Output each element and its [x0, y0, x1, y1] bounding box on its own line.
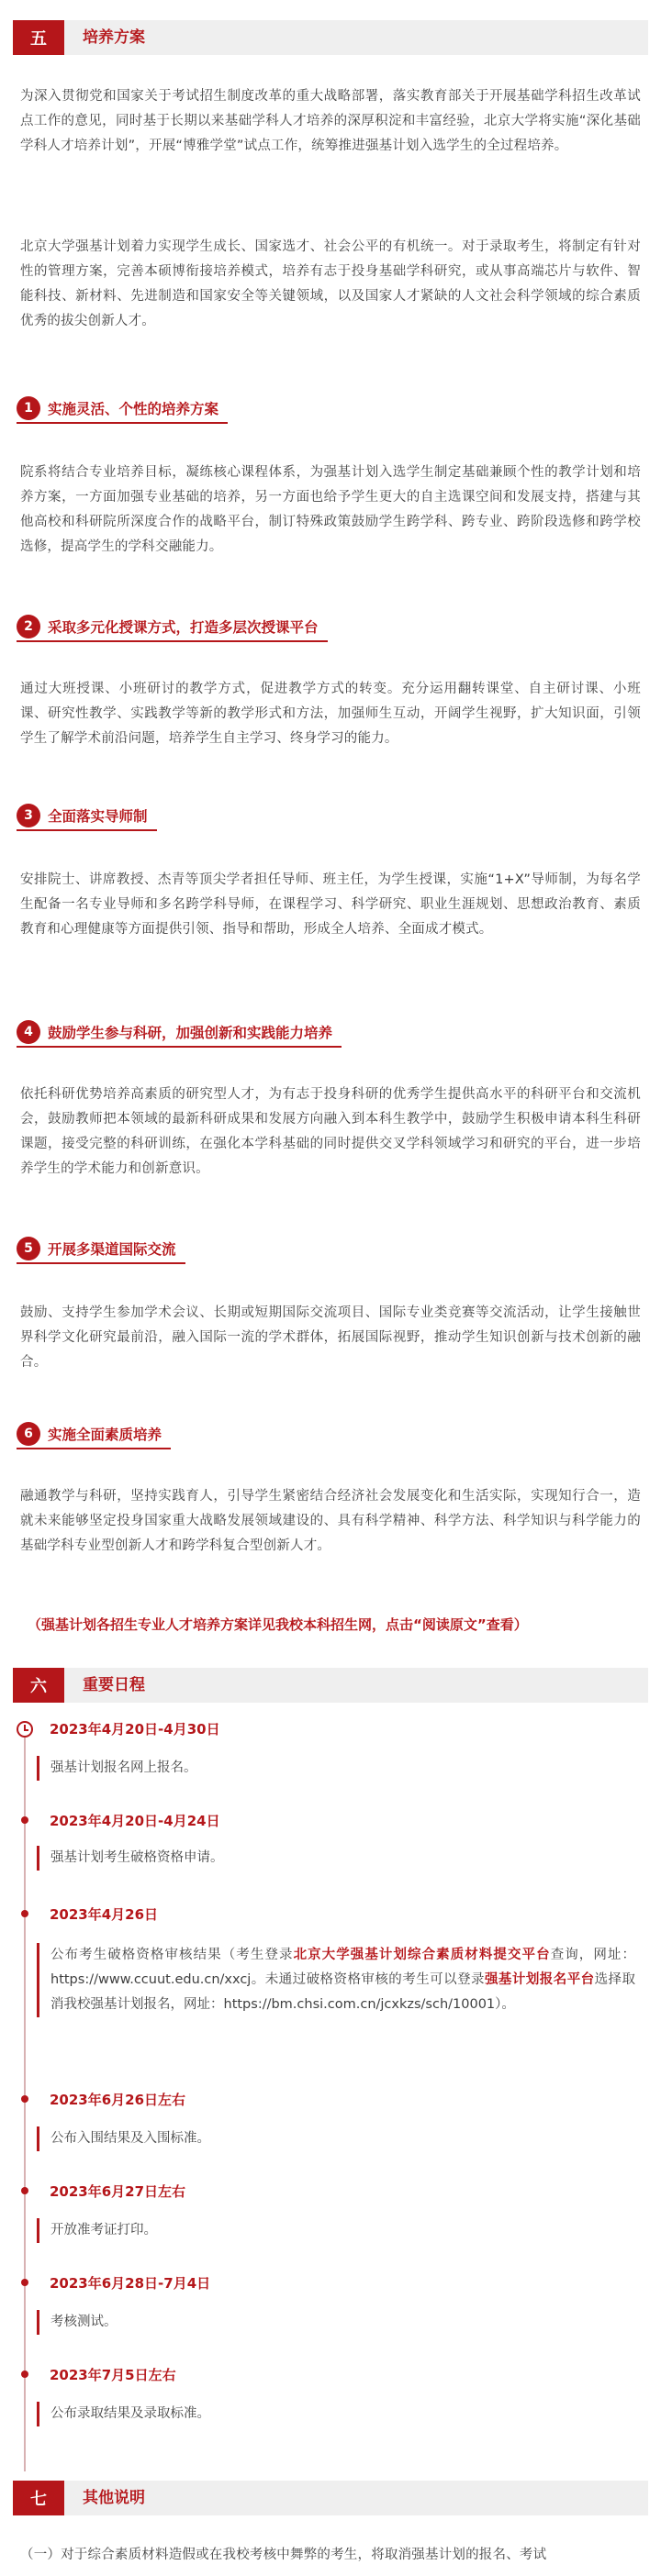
timeline-text-part: 查询，网址：https://www.ccuut.edu.cn/xxcj。未通过破格资格审核的考生可以登录 — [50, 1948, 635, 1987]
timeline-entry — [37, 1943, 635, 2017]
timeline-date: 2023年4月20日-4月30日 — [50, 1721, 220, 1738]
paragraph: 院系将结合专业培养目标，凝练核心课程体系，为强基计划入选学生制定基础兼顾个性的教学计划和培养方案，一方面加强专业基础的培养，另一方面也给予学生更大的自主选课空间和发展支持，搭建与其他高校和科研院所深度合作的战略平台，制订特殊政策鼓励学生跨学科、跨专业、跨阶段选修和跨学校选修，提高学生的学科交融能力。 — [20, 465, 641, 554]
number-badge: 2 — [17, 615, 40, 638]
clock-icon — [17, 1721, 33, 1738]
timeline-dot — [21, 2095, 28, 2103]
section-number: 七 — [13, 2481, 64, 2515]
section-title: 其他说明 — [83, 2489, 145, 2507]
section-number: 五 — [13, 20, 64, 55]
section-title: 重要日程 — [83, 1676, 145, 1694]
subsection-header-1 — [17, 394, 228, 424]
section-number: 六 — [13, 1668, 64, 1703]
number-badge: 3 — [17, 804, 40, 827]
timeline-text-part: 选择取消我校强基计划报名，网址：https://bm.chsi.com.cn/jcxkzs/sch/10001）。 — [50, 1972, 636, 2012]
timeline-dot — [21, 2187, 28, 2194]
subsection-header-6 — [17, 1420, 171, 1449]
timeline-date: 2023年6月27日左右 — [50, 2183, 186, 2200]
timeline-date: 2023年7月5日左右 — [50, 2367, 176, 2383]
paragraph: 为深入贯彻党和国家关于考试招生制度改革的重大战略部署，落实教育部关于开展基础学科招生改革试点工作的意见，同时基于长期以来基础学科人才培养的深厚积淀和丰富经验，北京大学将实施“深化基础学科人才培养计划”，开展“博雅学堂”试点工作，统筹推进强基计划入选学生的全过程培养。 — [20, 89, 641, 153]
subsection-title: 采取多元化授课方式，打造多层次授课平台 — [48, 619, 319, 636]
timeline-text: 公布录取结果及录取标准。 — [50, 2406, 210, 2421]
timeline-entry — [37, 2310, 635, 2335]
timeline-date: 2023年4月20日-4月24日 — [50, 1813, 220, 1829]
timeline-date: 2023年6月26日左右 — [50, 2092, 186, 2108]
read-more-note[interactable]: （强基计划各招生专业人才培养方案详见我校本科招生网，点击“阅读原文”查看） — [28, 1616, 528, 1633]
timeline-dot — [21, 1910, 28, 1917]
section-header-7 — [13, 2481, 648, 2515]
timeline-text: 强基计划考生破格资格申请。 — [50, 1850, 224, 1865]
timeline-text — [50, 1943, 635, 2017]
section-title: 培养方案 — [83, 28, 145, 47]
timeline-entry — [37, 2126, 635, 2151]
subsection-header-5 — [17, 1235, 185, 1264]
section-header-5 — [13, 20, 648, 55]
paragraph: 安排院士、讲席教授、杰青等顶尖学者担任导师、班主任，为学生授课，实施“1+X”导师制，为每名学生配备一名专业导师和多名跨学科导师，在课程学习、科学研究、职业生涯规划、思想政治教育、素质教育和心理健康等方面提供引领、指导和帮助，形成全人培养、全面成才模式。 — [20, 872, 641, 937]
paragraph: 依托科研优势培养高素质的研究型人才，为有志于投身科研的优秀学生提供高水平的科研平台和交流机会，鼓励教师把本领域的最新科研成果和发展方向融入到本科生教学中，鼓励学生积极申请本科生科研课题，接受完整的科研训练，在强化本学科基础的同时提供交叉学科领域学习和研究的平台，进一步培养学生的学术能力和创新意识。 — [20, 1087, 641, 1176]
timeline-dot — [21, 2279, 28, 2286]
subsection-title: 实施灵活、个性的培养方案 — [48, 401, 219, 417]
paragraph: （一）对于综合素质材料造假或在我校考核中舞弊的考生，将取消强基计划的报名、考试 — [20, 2548, 547, 2562]
number-badge: 5 — [17, 1237, 40, 1260]
subsection-header-4 — [17, 1018, 342, 1048]
timeline-text: 开放准考证打印。 — [50, 2223, 157, 2237]
number-badge: 1 — [17, 396, 40, 420]
subsection-header-2 — [17, 613, 328, 642]
section-header-6 — [13, 1668, 648, 1703]
timeline-date: 2023年6月28日-7月4日 — [50, 2275, 211, 2292]
timeline-text: 强基计划报名网上报名。 — [50, 1760, 197, 1775]
timeline-entry — [37, 1756, 635, 1781]
registration-platform-link[interactable]: 强基计划报名平台 — [484, 1972, 595, 1987]
subsection-title: 实施全面素质培养 — [48, 1427, 162, 1443]
platform-link[interactable]: 北京大学强基计划综合素质材料提交平台 — [293, 1948, 551, 1962]
number-badge: 4 — [17, 1020, 40, 1044]
timeline-entry — [37, 2402, 635, 2426]
subsection-header-3 — [17, 802, 157, 831]
timeline-text: 公布入围结果及入围标准。 — [50, 2131, 210, 2146]
timeline-entry — [37, 2218, 635, 2243]
timeline-text: 考核测试。 — [50, 2315, 118, 2329]
subsection-title: 开展多渠道国际交流 — [48, 1241, 176, 1258]
paragraph: 北京大学强基计划着力实现学生成长、国家选才、社会公平的有机统一。对于录取考生，将制定有针对性的管理方案，完善本硕博衔接培养模式，培养有志于投身基础学科研究，或从事高端芯片与软件、智能科技、新材料、先进制造和国家安全等关键领域，以及国家人才紧缺的人文社会科学领域的综合素质优秀的拔尖创新人才。 — [20, 239, 641, 328]
subsection-title: 鼓励学生参与科研，加强创新和实践能力培养 — [48, 1025, 333, 1041]
paragraph: 鼓励、支持学生参加学术会议、长期或短期国际交流项目、国际专业类竞赛等交流活动，让学生接触世界科学文化研究最前沿，融入国际一流的学术群体，拓展国际视野，推动学生知识创新与技术创新的融合。 — [20, 1305, 641, 1370]
timeline-date: 2023年4月26日 — [50, 1906, 159, 1923]
subsection-title: 全面落实导师制 — [48, 808, 148, 825]
timeline-dot — [21, 2371, 28, 2378]
number-badge: 6 — [17, 1422, 40, 1446]
timeline-line — [24, 1736, 26, 2471]
timeline-entry — [37, 1846, 635, 1871]
paragraph: 融通教学与科研，坚持实践育人，引导学生紧密结合经济社会发展变化和生活实际，实现知行合一，造就未来能够坚定投身国家重大战略发展领域建设的、具有科学精神、科学方法、科学知识与科学能力的基础学科专业型创新人才和跨学科复合型创新人才。 — [20, 1489, 641, 1553]
timeline-text-part: 公布考生破格资格审核结果（考生登录 — [50, 1948, 294, 1962]
timeline-dot — [21, 1816, 28, 1824]
paragraph: 通过大班授课、小班研讨的教学方式，促进教学方式的转变。充分运用翻转课堂、自主研讨课、小班课、研究性教学、实践教学等新的教学形式和方法，加强师生互动，开阔学生视野，扩大知识面，引领学生了解学术前沿问题，培养学生自主学习、终身学习的能力。 — [20, 682, 641, 746]
